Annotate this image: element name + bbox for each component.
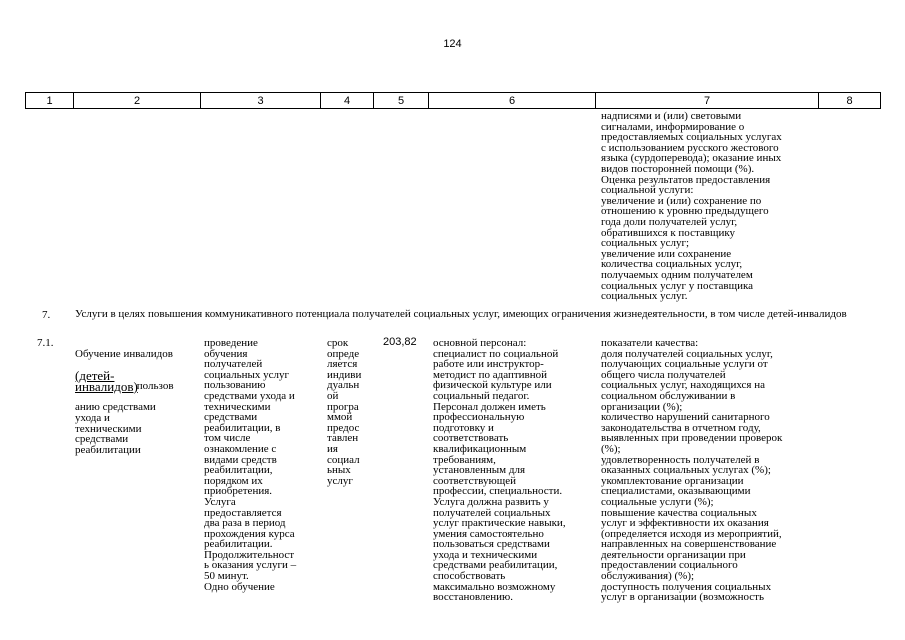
section-title: Услуги в целях повышения коммуникативного потенциала получателей социальных услуг, имеющих ограничения жизнедеятельности, в том числе детей-инвалидов: [75, 308, 847, 320]
quality-continuation-text: надписями и (или) световыми сигналами, информирование о предоставляемых социальных услугах с использованием русского жестового языка (сурдоперевода); оказание иных видов посторонней помощи (%). Оценка результатов предоставления социальной услуги: увеличение и (или) сохранение по отношению к уровню предыдущего года доли получателей услуг, обратившихся к поставщику социальных услуг; увеличение или сохранение количества социальных услуг, получаемых одним получателем социальных услуг у поставщика социальных услуг.: [601, 110, 782, 303]
service-name: [75, 338, 200, 466]
service-conditions: основной персонал: специалист по социальной работе или инструктор- методист по адаптивной физической культуре или социальный педагог. Персонал должен иметь профессиональную подготовку и соответствовать квалификационным требованиям, установленным для соответствующей профессии, специальности. Услуга должна развить у получателей социальных услуг практические навыки, умения самостоятельно пользоваться средствами ухода и техническими средствами реабилитации, способствовать максимально возможному восстановлению.: [433, 337, 566, 604]
column-number-cell: 6: [429, 93, 596, 109]
service-name-rest: анию средствами ухода и техническими средствами реабилитации: [75, 401, 156, 456]
column-number-cell: 5: [374, 93, 429, 109]
service-name-mid: [75, 367, 200, 394]
service-quality-indicators: показатели качества: доля получателей социальных услуг, получающих социальные услуги от общего числа получателей социальных услуг, находящихся на социальном обслуживании в организации (%); количество нарушений санитарного законодательства в отчетном году, выявленных при проведении проверок (%); удовлетворенность получателей в оказанных социальных услугах (%); укомплектование организации специалистами, оказывающими социальные услуги (%); повышение качества социальных услуг и эффективности их оказания (определяется исходя из мероприятий, направленных на совершенствование деятельности организации при предоставлении социального обслуживания) (%); доступность получения социальных услуг в организации (возможность: [601, 337, 783, 604]
service-term: срок опреде ляется индиви дуальн ой програ ммой предос тавлен ия социал ьных услуг: [327, 337, 362, 487]
column-number-cell: 3: [201, 93, 321, 109]
service-name-line1: Обучение инвалидов: [75, 347, 173, 360]
column-number-header: [25, 92, 881, 109]
service-tariff: 203,82: [383, 336, 417, 348]
page-number: 124: [443, 38, 462, 50]
row-number: 7.1.: [37, 337, 54, 349]
column-number-cell: 1: [26, 93, 74, 109]
column-number-cell: 4: [321, 93, 374, 109]
service-name-highlight: (детей- инвалидов): [75, 367, 138, 394]
service-name-inline: пользов: [136, 380, 174, 393]
column-number-cell: 7: [596, 93, 819, 109]
column-number-cell: 8: [819, 93, 881, 109]
service-content: проведение обучения получателей социальных услуг пользованию средствами ухода и техническими средствами реабилитации, в том числе ознакомление с видами средств реабилитации, порядком их приобретения. Услуга предоставляется два раза в период прохождения курса реабилитации. Продолжительност ь оказания услуги – 50 минут. Одно обучение: [204, 337, 297, 593]
section-number: 7.: [42, 309, 51, 321]
column-number-cell: 2: [74, 93, 201, 109]
